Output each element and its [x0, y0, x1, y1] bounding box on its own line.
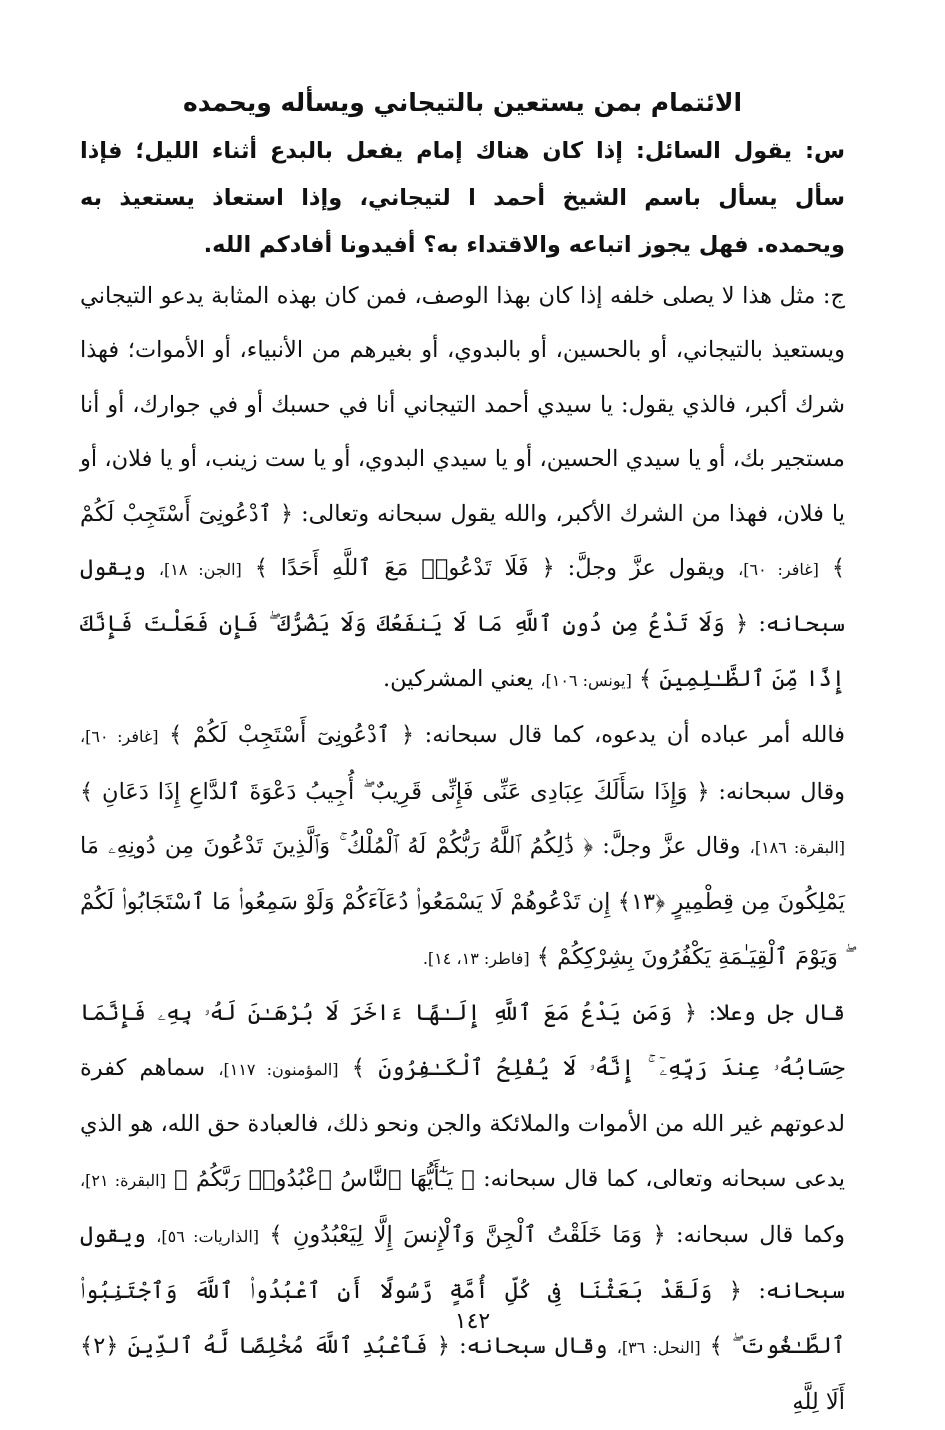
answer-paragraph-3 [80, 986, 845, 1429]
quran-verse: ﴿ ٱدْعُونِىٓ أَسْتَجِبْ لَكُمْ ﴾ [80, 500, 846, 582]
answer-text: وقال سبحانه: [718, 778, 846, 805]
quran-verse: ﴿ ٱدْعُونِىٓ أَسْتَجِبْ لَكُمْ ﴾ [169, 722, 415, 749]
answer-text: وقال عزَّ وجلَّ: [602, 833, 741, 860]
question-paragraph [80, 128, 845, 269]
verse-reference: [الذاريات: ٥٦]، [156, 1226, 260, 1246]
quran-verse: ﴿ يَـٰٓأَيُّهَا ٱلنَّاسُ ٱعْبُدُوا۟ رَبَّكُمُ ﴾ [174, 1165, 475, 1192]
answer-label: ج: [822, 283, 846, 309]
answer-text: سماهم كفرة لدعوتهم غير الله من الأموات والملائكة والجن ونحو ذلك، فالعبادة حق الله، هو الذي يدعى سبحانه وتعالى، كما قال سبحانه: [80, 1054, 846, 1192]
quran-verse: ﴿ وَمَا خَلَقْتُ ٱلْجِنَّ وَٱلْإِنسَ إِلَّا لِيَعْبُدُونِ ﴾ [269, 1221, 666, 1248]
verse-reference: [المؤمنون: ١١٧]، [218, 1059, 339, 1079]
answer-text: وكما قال سبحانه: [676, 1221, 845, 1248]
quran-verse: ﴿ وَلَقَدْ بَعَثْنَا فِى كُلِّ أُمَّةٍ رَّسُولًا أَنِ ٱعْبُدُوا۟ ٱللَّهَ وَٱجْتَنِبُوا۟ ٱلطَّـٰغُوتَ ۖ ﴾ [80, 1278, 846, 1359]
verse-reference: [يونس: ١٠٦]، [540, 670, 632, 690]
fatwa-title: الائتمام بمن يستعين بالتيجاني ويسأله ويحمده [182, 88, 743, 117]
verse-reference: [النحل: ٣٦]، [616, 1337, 701, 1357]
answer-text: فالله أمر عباده أن يدعوه، كما قال سبحانه: [424, 722, 846, 749]
question-text: يقول السائل: إذا كان هناك إمام يفعل بالبدع أثناء الليل؛ فإذا سأل يسأل باسم الشيخ أحمد ا لتيجاني، وإذا استعاذ يستعيذ به ويحمده. فهل يجوز اتباعه والاقتداء به؟ أفيدونا أفادكم الله. [80, 138, 845, 258]
page-number: ١٤٢ [454, 1309, 491, 1334]
quran-verse: ﴿ وَمَن يَدْعُ مَعَ ٱللَّهِ إِلَـٰهًا ءَاخَرَ لَا بُرْهَـٰنَ لَهُۥ بِهِۦ فَإِنَّمَا حِسَابُهُۥ عِندَ رَبِّهِۦٓ ۚ إِنَّهُۥ لَا يُفْلِحُ ٱلْكَـٰفِرُونَ ﴾ [80, 1000, 845, 1081]
answer-text: وقال سبحانه: [459, 1332, 608, 1359]
answer-text: ويقول سبحانه: [80, 555, 845, 638]
answer-text: قال جل وعلا: [708, 1000, 845, 1027]
verse-reference: [الجن: ١٨]، [158, 560, 242, 580]
answer-text: مثل هذا لا يصلى خلفه إذا كان بهذا الوصف، فمن كان بهذه المثابة يدعو التيجاني ويستعيذ بالتيجاني، أو بالحسين، أو بالبدوي، أو بغيرهم من الأنبياء، أو الأموات؛ فهذا شرك أكبر، فالذي يقول: يا سيدي أحمد التيجاني أنا في حسبك أو في جوارك، أو أنا مستجير بك، أو يا سيدي الحسين، أو يا سيدي البدوي، أو يا ست زينب، أو يا فلان، أو يا فلان، فهذا من الشرك الأكبر، والله يقول سبحانه وتعالى: [80, 283, 845, 527]
answer-text: ويقول سبحانه: [80, 1221, 845, 1305]
verse-reference: [البقرة: ١٨٦]، [749, 838, 846, 858]
verse-reference: [البقرة: ٢١]، [80, 1170, 166, 1190]
verse-reference: [غافر: ٦٠]، [738, 560, 819, 580]
answer-text: يعني المشركين. [382, 665, 534, 692]
verse-reference: [فاطر: ١٣، ١٤]. [422, 948, 530, 968]
quran-verse: ﴿ فَٱعْبُدِ ٱللَّهَ مُخْلِصًا لَّهُ ٱلدِّينَ ﴿٢﴾ أَلَا لِلَّهِ [80, 1332, 845, 1416]
page-body [80, 78, 845, 1430]
quran-verse: ﴿ وَإِذَا سَأَلَكَ عِبَادِى عَنِّى فَإِنِّى قَرِيبٌ ۖ أُجِيبُ دَعْوَةَ ٱلدَّاعِ إِذَا دَعَانِ ﴾ [80, 778, 710, 805]
quran-verse: ﴿ فَلَا تَدْعُوا۟ مَعَ ٱللَّهِ أَحَدًا ﴾ [254, 555, 555, 582]
verse-reference: [غافر: ٦٠]، [80, 727, 159, 747]
quran-verse: ﴿ ذَٰلِكُمُ ٱللَّهُ رَبُّكُمْ لَهُ ٱلْمُلْكُ ۚ وَٱلَّذِينَ تَدْعُونَ مِن دُونِهِۦ مَا يَمْلِكُونَ مِن قِطْمِيرٍ ﴿١٣﴾ إِن تَدْعُوهُمْ لَا يَسْمَعُوا۟ دُعَآءَكُمْ وَلَوْ سَمِعُوا۟ مَا ٱسْتَجَابُوا۟ لَكُمْ ۖ وَيَوْمَ ٱلْقِيَـٰمَةِ يَكْفُرُونَ بِشِرْكِكُمْ ﴾ [80, 833, 845, 970]
answer-paragraph-1 [80, 269, 845, 708]
answer-paragraph-2 [80, 708, 845, 986]
quran-verse: ﴿ وَلَا تَدْعُ مِن دُونِ ٱللَّهِ مَا لَا يَنفَعُكَ وَلَا يَضُرُّكَ ۖ فَإِن فَعَلْتَ فَإِنَّكَ إِذًا مِّنَ ٱلظَّـٰلِمِينَ ﴾ [80, 611, 845, 692]
answer-text: ويقول عزَّ وجلَّ: [567, 555, 726, 582]
question-label: س: [804, 138, 845, 164]
